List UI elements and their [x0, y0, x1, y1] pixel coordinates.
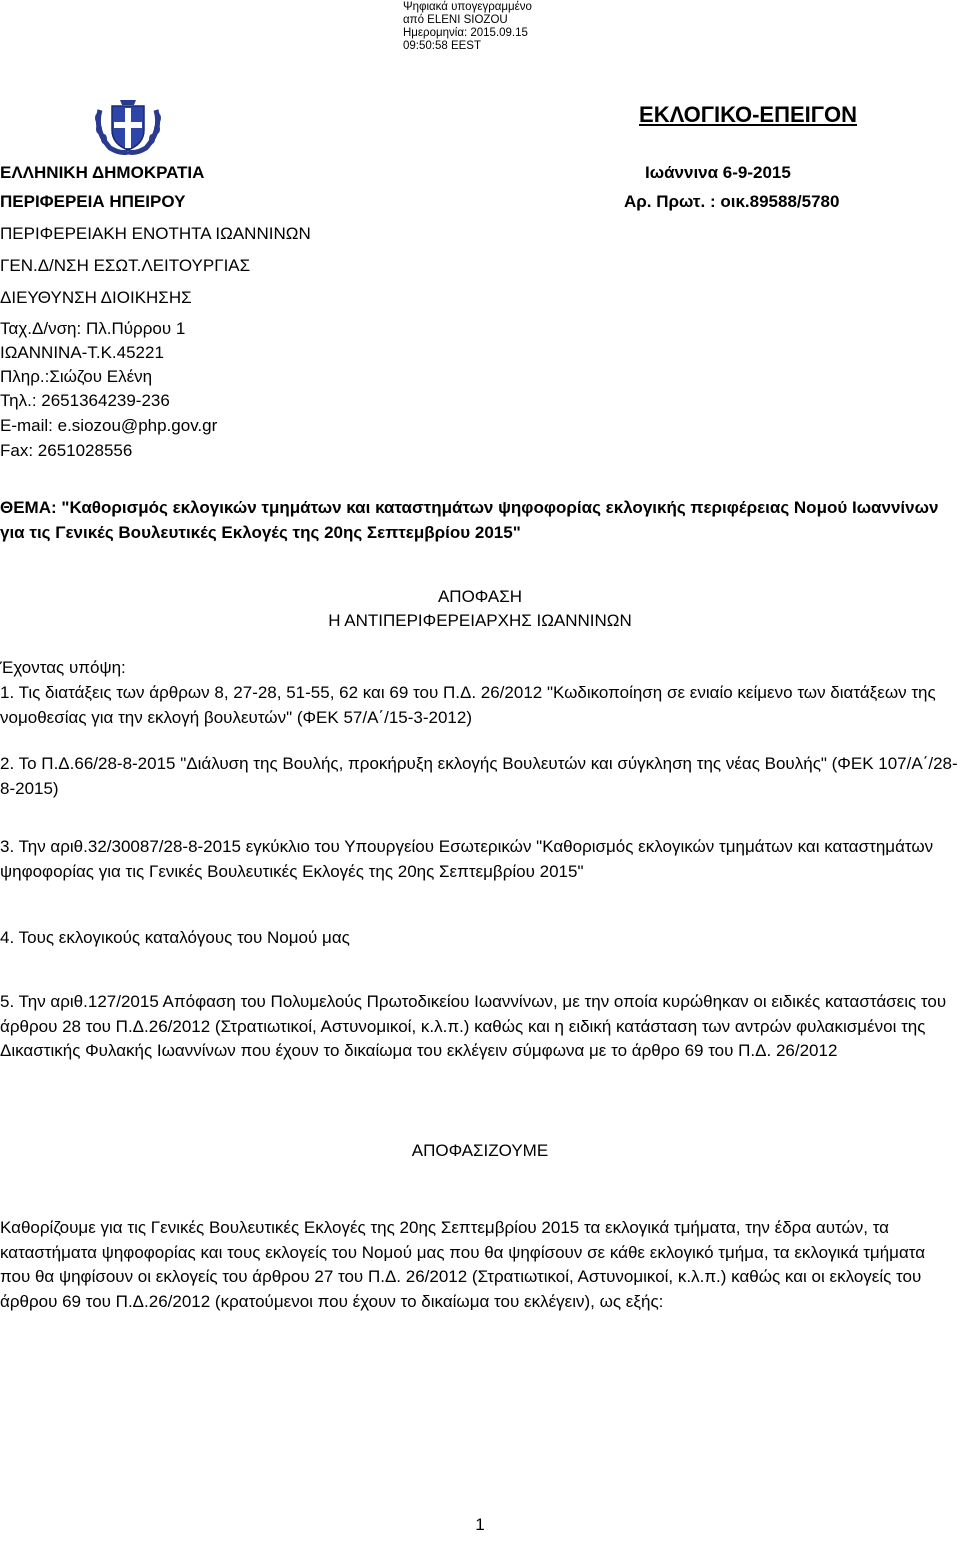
issuer: Η ΑΝΤΙΠΕΡΙΦΕΡΕΙΑΡΧΗΣ ΙΩΑΝΝΙΝΩΝ [328, 611, 632, 630]
subject: ΘΕΜΑ: "Καθορισμός εκλογικών τμημάτων και καταστημάτων ψηφοφορίας εκλογικής περιφέρειας Νομού Ιωαννίνων για τις Γενικές Βουλευτικές Εκλογές της 20ης Σεπτεμβρίου 2015" [0, 498, 939, 542]
phone: Τηλ.: 2651364239-236 [0, 391, 170, 410]
email: E-mail: e.siozou@php.gov.gr [0, 416, 218, 435]
resolution-text: Καθορίζουμε για τις Γενικές Βουλευτικές Εκλογές της 20ης Σεπτεμβρίου 2015 τα εκλογικά τμήματα, την έδρα αυτών, τα καταστήματα ψηφοφορίας και τους εκλογείς του Νομού μας που θα ψηφίσουν σε κάθε εκλογικό τμήμα, τα εκλογικά τμήματα που θα ψηφίσουν οι εκλογείς του άρθρου 27 του Π.Δ. 26/2012 (Στρατιωτικοί, Αστυνομικοί, κ.λ.π.) καθώς και οι εκλογείς του άρθρου 69 του Π.Δ.26/2012 (κρατούμενοι που έχουν το δικαίωμα του εκλέγειν), ως εξής: [0, 1218, 926, 1311]
decision-title: ΑΠΟΦΑΣΗ [437, 587, 523, 606]
consideration-item: 3. Την αριθ.32/30087/28-8-2015 εγκύκλιο του Υπουργείου Εσωτερικών "Καθορισμός εκλογικών τμημάτων και καταστημάτων ψηφοφορίας για τις Γενικές Βουλευτικές Εκλογές της 20ης Σεπτεμβρίου 2015" [0, 837, 934, 881]
directorate-name: ΔΙΕΥΘΥΝΣΗ ΔΙΟΙΚΗΣΗΣ [0, 288, 192, 307]
protocol-number: Αρ. Πρωτ. : οικ.89588/5780 [624, 192, 840, 211]
greek-coat-of-arms-icon [90, 96, 166, 156]
signature-line: από ELENI SIOZOU [403, 14, 508, 26]
signature-line: Ψηφιακά υπογεγραμμένο [403, 1, 532, 13]
document-type: ΕΚΛΟΓΙΚΟ-ΕΠΕΙΓΟΝ [639, 102, 857, 127]
page-number: 1 [475, 1515, 485, 1534]
signature-line: Ημερομηνία: 2015.09.15 [403, 27, 528, 39]
digital-signature [403, 1, 532, 53]
regional-unit-name: ΠΕΡΙΦΕΡΕΙΑΚΗ ΕΝΟΤΗΤΑ ΙΩΑΝΝΙΝΩΝ [0, 224, 311, 243]
city: ΙΩΑΝΝΙΝΑ-Τ.Κ.45221 [0, 343, 164, 362]
consideration-item: 1. Τις διατάξεις των άρθρων 8, 27-28, 51-55, 62 και 69 του Π.Δ. 26/2012 "Κωδικοποίηση σε ενιαίο κείμενο των διατάξεων της νομοθεσίας για την εκλογή βουλευτών" (ΦΕΚ 57/Α΄/15-3-2012) [0, 683, 936, 727]
place-date: Ιωάννινα 6-9-2015 [645, 163, 791, 182]
consideration-item: 4. Τους εκλογικούς καταλόγους του Νομού μας [0, 928, 350, 947]
info-person: Πληρ.:Σιώζου Ελένη [0, 367, 153, 386]
consideration-item: 5. Την αριθ.127/2015 Απόφαση του Πολυμελούς Πρωτοδικείου Ιωαννίνων, με την οποία κυρώθηκαν οι ειδικές καταστάσεις του άρθρου 28 του Π.Δ.26/2012 (Στρατιωτικοί, Αστυνομικοί, κ.λ.π.) καθώς και η ειδική κατάσταση των αντρών φυλακισμένοι της Δικαστικής Φυλακής Ιωαννίνων που έχουν το δικαίωμα του εκλέγειν σύμφωνα με το άρθρο 69 του Π.Δ. 26/2012 [0, 992, 947, 1060]
considering-label: Έχοντας υπόψη: [0, 658, 126, 677]
fax: Fax: 2651028556 [0, 441, 133, 460]
consideration-item: 2. Το Π.Δ.66/28-8-2015 "Διάλυση της Βουλής, προκήρυξη εκλογής Βουλευτών και σύγκληση της νέας Βουλής" (ΦΕΚ 107/Α΄/28-8-2015) [0, 754, 958, 798]
general-directorate-name: ΓΕΝ.Δ/ΝΣΗ ΕΣΩΤ.ΛΕΙΤΟΥΡΓΙΑΣ [0, 256, 251, 275]
address: Ταχ.Δ/νση: Πλ.Πύρρου 1 [0, 319, 186, 338]
region-name: ΠΕΡΙΦΕΡΕΙΑ ΗΠΕΙΡΟΥ [0, 192, 186, 211]
resolve-title: ΑΠΟΦΑΣΙΖΟΥΜΕ [411, 1141, 549, 1160]
republic-name: ΕΛΛΗΝΙΚΗ ΔΗΜΟΚΡΑΤΙΑ [0, 163, 205, 182]
signature-line: 09:50:58 EEST [403, 40, 481, 52]
